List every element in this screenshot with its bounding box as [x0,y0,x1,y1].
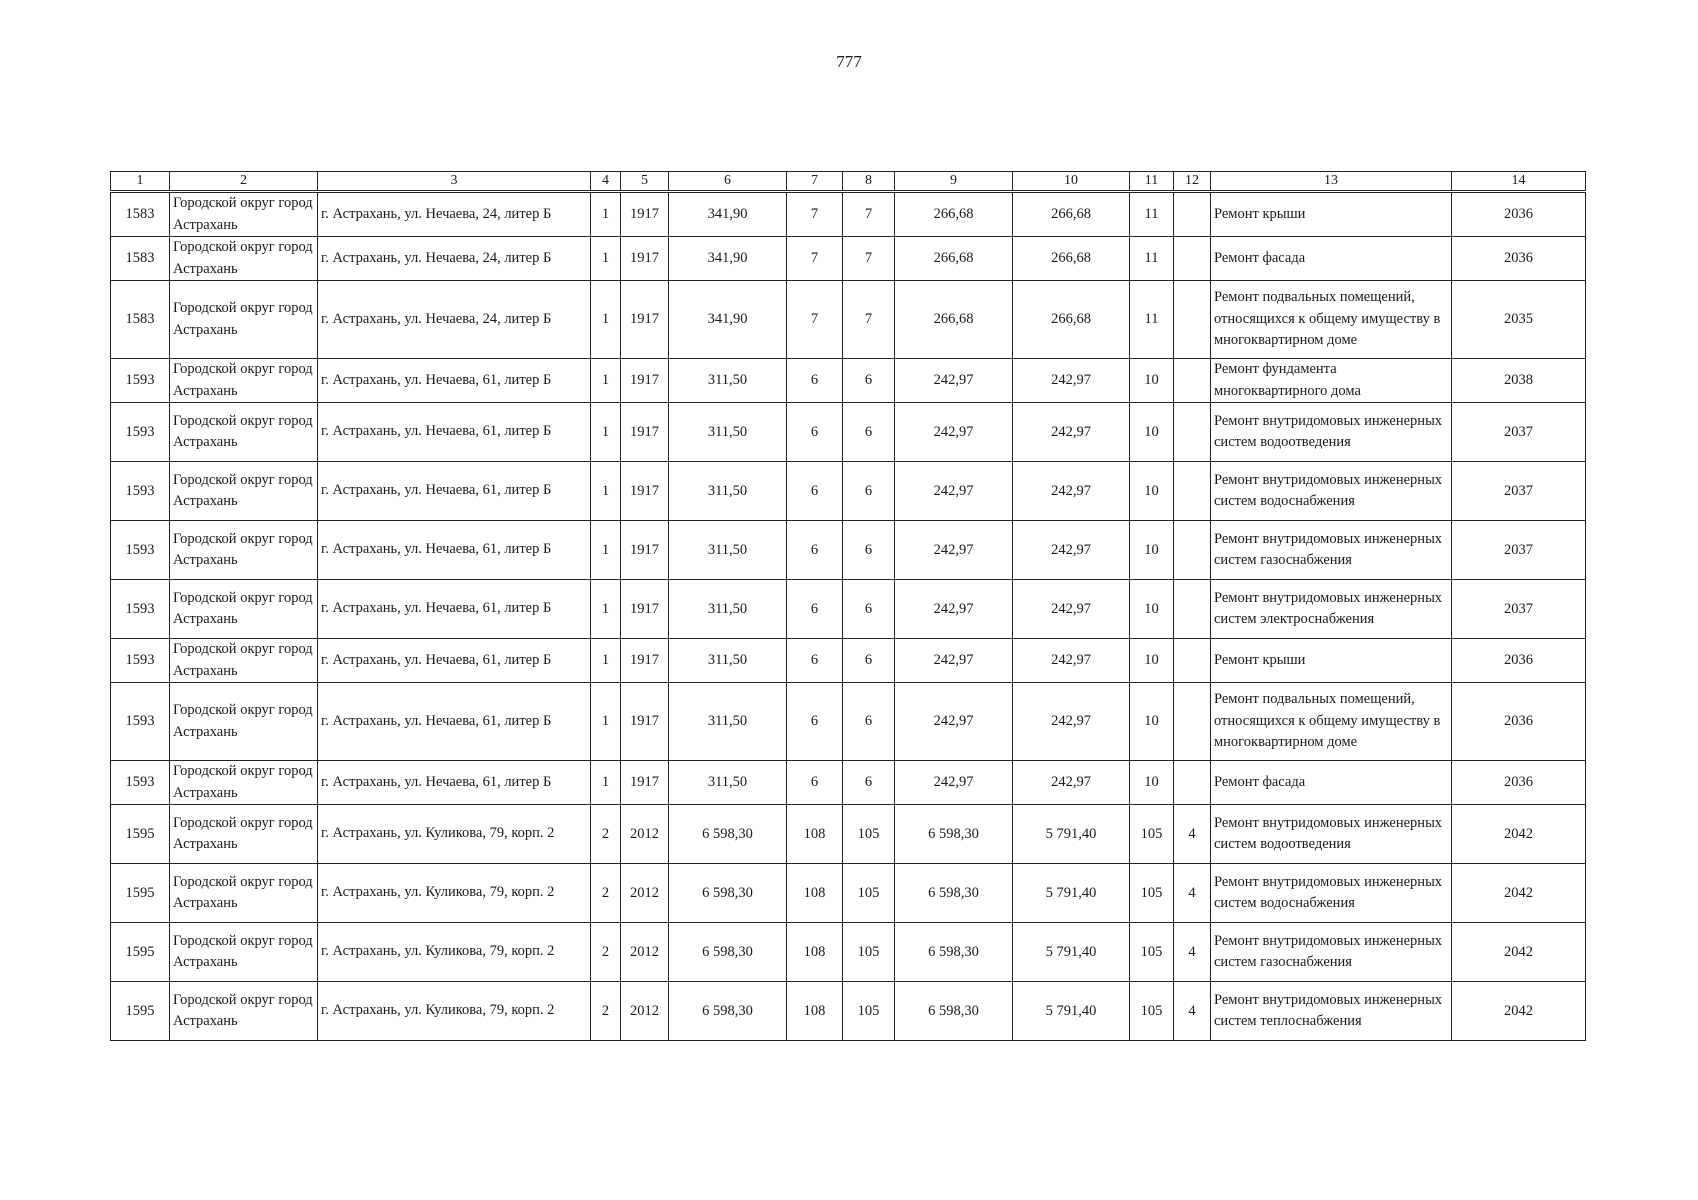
col-8-value-cell: 105 [843,864,895,923]
col-7-value-cell: 108 [787,923,843,982]
year-built-cell: 1917 [621,359,669,403]
municipality-cell: Городской округ город Астрахань [170,982,318,1041]
table-row [111,521,1586,580]
address-cell: г. Астрахань, ул. Нечаева, 61, литер Б [318,403,591,462]
col-10-area-cell: 242,97 [1013,761,1130,805]
repair-work-type-cell: Ремонт внутридомовых инженерных систем электроснабжения [1211,580,1452,639]
col-9-area-cell: 6 598,30 [895,982,1013,1041]
col-8-value-cell: 6 [843,359,895,403]
col-7-value-cell: 6 [787,761,843,805]
table-row [111,237,1586,281]
municipality-cell: Городской округ город Астрахань [170,359,318,403]
record-number-cell: 1593 [111,403,170,462]
year-built-cell: 2012 [621,864,669,923]
col-11-value-cell: 10 [1130,462,1174,521]
col-12-value-cell: 4 [1174,805,1211,864]
record-number-cell: 1583 [111,237,170,281]
col-10-area-cell: 242,97 [1013,580,1130,639]
municipality-cell: Городской округ город Астрахань [170,923,318,982]
column-number-11: 11 [1130,172,1174,192]
col-12-value-cell [1174,403,1211,462]
col-4-value-cell: 2 [591,982,621,1041]
col-9-area-cell: 242,97 [895,683,1013,761]
repair-work-type-cell: Ремонт подвальных помещений, относящихся к общему имуществу в многоквартирном доме [1211,281,1452,359]
planned-year-cell: 2036 [1452,639,1586,683]
total-area-cell: 311,50 [669,359,787,403]
table-row [111,982,1586,1041]
col-11-value-cell: 10 [1130,521,1174,580]
year-built-cell: 1917 [621,761,669,805]
col-10-area-cell: 242,97 [1013,403,1130,462]
column-number-2: 2 [170,172,318,192]
year-built-cell: 1917 [621,281,669,359]
planned-year-cell: 2037 [1452,580,1586,639]
column-number-10: 10 [1013,172,1130,192]
planned-year-cell: 2035 [1452,281,1586,359]
address-cell: г. Астрахань, ул. Нечаева, 61, литер Б [318,683,591,761]
planned-year-cell: 2037 [1452,403,1586,462]
municipality-cell: Городской округ город Астрахань [170,864,318,923]
total-area-cell: 311,50 [669,683,787,761]
col-12-value-cell [1174,761,1211,805]
col-12-value-cell [1174,237,1211,281]
record-number-cell: 1593 [111,761,170,805]
repair-work-type-cell: Ремонт фасада [1211,761,1452,805]
total-area-cell: 311,50 [669,521,787,580]
column-number-12: 12 [1174,172,1211,192]
col-12-value-cell [1174,683,1211,761]
address-cell: г. Астрахань, ул. Нечаева, 24, литер Б [318,237,591,281]
table-row [111,462,1586,521]
col-11-value-cell: 105 [1130,864,1174,923]
col-9-area-cell: 242,97 [895,580,1013,639]
year-built-cell: 1917 [621,639,669,683]
col-7-value-cell: 7 [787,192,843,237]
total-area-cell: 6 598,30 [669,923,787,982]
col-4-value-cell: 2 [591,923,621,982]
address-cell: г. Астрахань, ул. Нечаева, 61, литер Б [318,521,591,580]
col-8-value-cell: 105 [843,805,895,864]
col-10-area-cell: 266,68 [1013,192,1130,237]
col-4-value-cell: 1 [591,237,621,281]
page-number: 777 [836,52,862,71]
record-number-cell: 1595 [111,923,170,982]
address-cell: г. Астрахань, ул. Нечаева, 24, литер Б [318,281,591,359]
address-cell: г. Астрахань, ул. Куликова, 79, корп. 2 [318,923,591,982]
col-10-area-cell: 5 791,40 [1013,982,1130,1041]
column-number-4: 4 [591,172,621,192]
col-11-value-cell: 105 [1130,805,1174,864]
col-4-value-cell: 1 [591,359,621,403]
col-10-area-cell: 242,97 [1013,639,1130,683]
col-10-area-cell: 5 791,40 [1013,805,1130,864]
repair-work-type-cell: Ремонт внутридомовых инженерных систем водоснабжения [1211,864,1452,923]
col-10-area-cell: 5 791,40 [1013,864,1130,923]
record-number-cell: 1593 [111,683,170,761]
municipality-cell: Городской округ город Астрахань [170,761,318,805]
col-7-value-cell: 6 [787,580,843,639]
col-10-area-cell: 266,68 [1013,281,1130,359]
col-9-area-cell: 242,97 [895,359,1013,403]
col-9-area-cell: 6 598,30 [895,805,1013,864]
repair-work-type-cell: Ремонт фундамента многоквартирного дома [1211,359,1452,403]
municipality-cell: Городской округ город Астрахань [170,521,318,580]
table-row [111,683,1586,761]
col-12-value-cell [1174,521,1211,580]
planned-year-cell: 2036 [1452,237,1586,281]
col-4-value-cell: 1 [591,521,621,580]
col-9-area-cell: 242,97 [895,761,1013,805]
col-11-value-cell: 10 [1130,761,1174,805]
col-9-area-cell: 242,97 [895,462,1013,521]
total-area-cell: 6 598,30 [669,982,787,1041]
col-4-value-cell: 2 [591,864,621,923]
col-9-area-cell: 6 598,30 [895,864,1013,923]
col-10-area-cell: 242,97 [1013,521,1130,580]
repair-work-type-cell: Ремонт внутридомовых инженерных систем водоснабжения [1211,462,1452,521]
col-11-value-cell: 10 [1130,639,1174,683]
municipality-cell: Городской округ город Астрахань [170,683,318,761]
col-12-value-cell [1174,359,1211,403]
col-8-value-cell: 6 [843,521,895,580]
col-8-value-cell: 105 [843,982,895,1041]
col-7-value-cell: 108 [787,982,843,1041]
year-built-cell: 2012 [621,982,669,1041]
repair-work-type-cell: Ремонт внутридомовых инженерных систем газоснабжения [1211,923,1452,982]
column-number-8: 8 [843,172,895,192]
col-9-area-cell: 266,68 [895,281,1013,359]
planned-year-cell: 2036 [1452,683,1586,761]
repair-work-type-cell: Ремонт крыши [1211,192,1452,237]
col-4-value-cell: 1 [591,761,621,805]
col-10-area-cell: 5 791,40 [1013,923,1130,982]
col-8-value-cell: 7 [843,192,895,237]
col-8-value-cell: 7 [843,281,895,359]
municipality-cell: Городской округ город Астрахань [170,580,318,639]
planned-year-cell: 2042 [1452,864,1586,923]
address-cell: г. Астрахань, ул. Нечаева, 61, литер Б [318,761,591,805]
total-area-cell: 311,50 [669,580,787,639]
table-body [111,172,1586,1041]
address-cell: г. Астрахань, ул. Нечаева, 24, литер Б [318,192,591,237]
col-8-value-cell: 7 [843,237,895,281]
col-11-value-cell: 11 [1130,237,1174,281]
col-11-value-cell: 105 [1130,982,1174,1041]
municipality-cell: Городской округ город Астрахань [170,281,318,359]
col-8-value-cell: 6 [843,403,895,462]
col-9-area-cell: 242,97 [895,403,1013,462]
column-number-7: 7 [787,172,843,192]
repair-work-type-cell: Ремонт крыши [1211,639,1452,683]
col-8-value-cell: 6 [843,580,895,639]
table-row [111,403,1586,462]
col-8-value-cell: 6 [843,683,895,761]
table-row [111,761,1586,805]
year-built-cell: 1917 [621,683,669,761]
column-number-9: 9 [895,172,1013,192]
capital-repair-table [110,171,1586,1041]
col-7-value-cell: 108 [787,805,843,864]
address-cell: г. Астрахань, ул. Куликова, 79, корп. 2 [318,864,591,923]
col-12-value-cell [1174,281,1211,359]
col-12-value-cell [1174,580,1211,639]
repair-work-type-cell: Ремонт внутридомовых инженерных систем водоотведения [1211,805,1452,864]
table-row [111,805,1586,864]
record-number-cell: 1595 [111,864,170,923]
address-cell: г. Астрахань, ул. Нечаева, 61, литер Б [318,359,591,403]
col-8-value-cell: 6 [843,761,895,805]
total-area-cell: 341,90 [669,237,787,281]
column-number-14: 14 [1452,172,1586,192]
col-9-area-cell: 242,97 [895,639,1013,683]
column-number-13: 13 [1211,172,1452,192]
year-built-cell: 2012 [621,805,669,864]
record-number-cell: 1583 [111,281,170,359]
planned-year-cell: 2037 [1452,521,1586,580]
year-built-cell: 1917 [621,403,669,462]
col-10-area-cell: 242,97 [1013,359,1130,403]
col-4-value-cell: 1 [591,639,621,683]
year-built-cell: 1917 [621,237,669,281]
col-12-value-cell [1174,639,1211,683]
planned-year-cell: 2036 [1452,761,1586,805]
address-cell: г. Астрахань, ул. Нечаева, 61, литер Б [318,462,591,521]
address-cell: г. Астрахань, ул. Куликова, 79, корп. 2 [318,982,591,1041]
col-7-value-cell: 6 [787,683,843,761]
column-number-3: 3 [318,172,591,192]
municipality-cell: Городской округ город Астрахань [170,237,318,281]
col-8-value-cell: 6 [843,462,895,521]
col-9-area-cell: 266,68 [895,237,1013,281]
col-4-value-cell: 1 [591,462,621,521]
repair-work-type-cell: Ремонт внутридомовых инженерных систем теплоснабжения [1211,982,1452,1041]
col-10-area-cell: 242,97 [1013,683,1130,761]
col-11-value-cell: 11 [1130,281,1174,359]
address-cell: г. Астрахань, ул. Нечаева, 61, литер Б [318,639,591,683]
table-row [111,580,1586,639]
col-8-value-cell: 105 [843,923,895,982]
repair-work-type-cell: Ремонт фасада [1211,237,1452,281]
total-area-cell: 341,90 [669,281,787,359]
col-4-value-cell: 2 [591,805,621,864]
col-11-value-cell: 10 [1130,683,1174,761]
table-row [111,639,1586,683]
record-number-cell: 1593 [111,359,170,403]
record-number-cell: 1583 [111,192,170,237]
record-number-cell: 1593 [111,639,170,683]
municipality-cell: Городской округ город Астрахань [170,192,318,237]
col-12-value-cell [1174,192,1211,237]
col-7-value-cell: 7 [787,237,843,281]
repair-work-type-cell: Ремонт подвальных помещений, относящихся к общему имуществу в многоквартирном доме [1211,683,1452,761]
table-row [111,359,1586,403]
col-7-value-cell: 6 [787,521,843,580]
table-row [111,864,1586,923]
col-7-value-cell: 6 [787,403,843,462]
column-number-1: 1 [111,172,170,192]
planned-year-cell: 2038 [1452,359,1586,403]
col-10-area-cell: 242,97 [1013,462,1130,521]
col-7-value-cell: 6 [787,359,843,403]
col-7-value-cell: 6 [787,462,843,521]
col-11-value-cell: 11 [1130,192,1174,237]
year-built-cell: 1917 [621,521,669,580]
table-row [111,192,1586,237]
col-7-value-cell: 6 [787,639,843,683]
year-built-cell: 1917 [621,580,669,639]
record-number-cell: 1595 [111,805,170,864]
year-built-cell: 1917 [621,462,669,521]
col-8-value-cell: 6 [843,639,895,683]
planned-year-cell: 2042 [1452,982,1586,1041]
column-number-row [111,172,1586,192]
municipality-cell: Городской округ город Астрахань [170,805,318,864]
col-11-value-cell: 10 [1130,580,1174,639]
record-number-cell: 1593 [111,521,170,580]
planned-year-cell: 2037 [1452,462,1586,521]
year-built-cell: 2012 [621,923,669,982]
table-row [111,281,1586,359]
column-number-5: 5 [621,172,669,192]
col-4-value-cell: 1 [591,403,621,462]
col-10-area-cell: 266,68 [1013,237,1130,281]
col-9-area-cell: 266,68 [895,192,1013,237]
col-11-value-cell: 10 [1130,359,1174,403]
col-9-area-cell: 6 598,30 [895,923,1013,982]
planned-year-cell: 2042 [1452,805,1586,864]
total-area-cell: 6 598,30 [669,805,787,864]
address-cell: г. Астрахань, ул. Куликова, 79, корп. 2 [318,805,591,864]
total-area-cell: 311,50 [669,462,787,521]
record-number-cell: 1595 [111,982,170,1041]
total-area-cell: 341,90 [669,192,787,237]
col-4-value-cell: 1 [591,683,621,761]
municipality-cell: Городской округ город Астрахань [170,403,318,462]
col-4-value-cell: 1 [591,580,621,639]
record-number-cell: 1593 [111,462,170,521]
address-cell: г. Астрахань, ул. Нечаева, 61, литер Б [318,580,591,639]
planned-year-cell: 2042 [1452,923,1586,982]
col-7-value-cell: 7 [787,281,843,359]
municipality-cell: Городской округ город Астрахань [170,462,318,521]
total-area-cell: 311,50 [669,403,787,462]
total-area-cell: 6 598,30 [669,864,787,923]
col-4-value-cell: 1 [591,192,621,237]
planned-year-cell: 2036 [1452,192,1586,237]
col-11-value-cell: 10 [1130,403,1174,462]
col-11-value-cell: 105 [1130,923,1174,982]
col-4-value-cell: 1 [591,281,621,359]
col-12-value-cell: 4 [1174,923,1211,982]
col-12-value-cell: 4 [1174,864,1211,923]
col-12-value-cell: 4 [1174,982,1211,1041]
year-built-cell: 1917 [621,192,669,237]
col-12-value-cell [1174,462,1211,521]
municipality-cell: Городской округ город Астрахань [170,639,318,683]
record-number-cell: 1593 [111,580,170,639]
column-number-6: 6 [669,172,787,192]
total-area-cell: 311,50 [669,639,787,683]
repair-work-type-cell: Ремонт внутридомовых инженерных систем водоотведения [1211,403,1452,462]
repair-work-type-cell: Ремонт внутридомовых инженерных систем газоснабжения [1211,521,1452,580]
col-9-area-cell: 242,97 [895,521,1013,580]
total-area-cell: 311,50 [669,761,787,805]
table-row [111,923,1586,982]
col-7-value-cell: 108 [787,864,843,923]
